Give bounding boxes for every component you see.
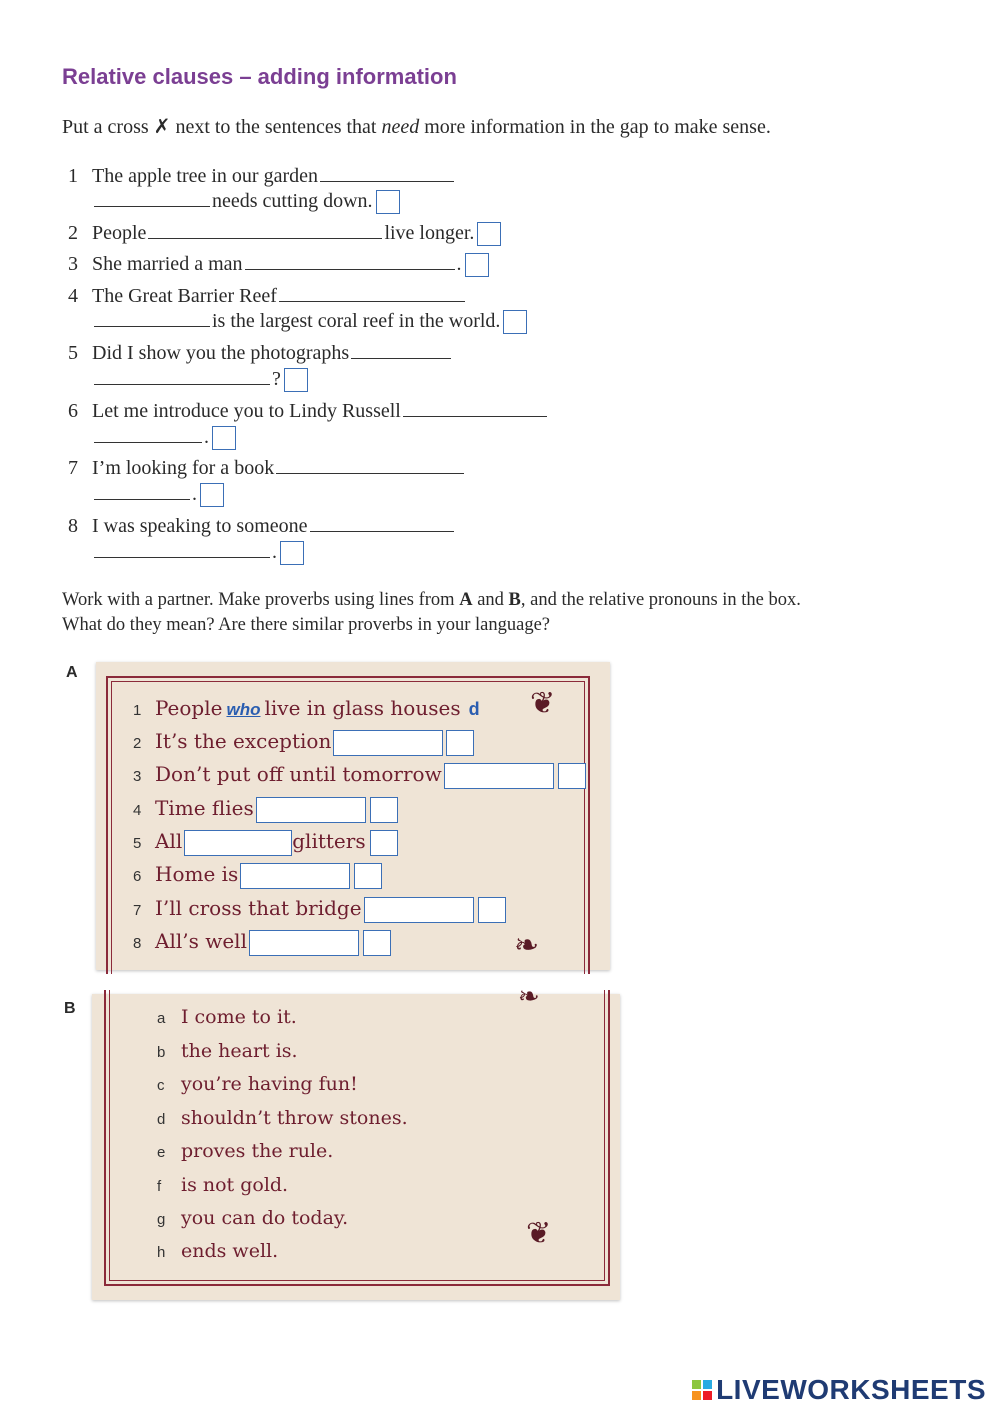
proverb-text: Time flies [155, 796, 254, 820]
proverb-b-g [157, 1207, 348, 1229]
proverb-letter: g [157, 1211, 166, 1228]
proverb-a-6 [133, 862, 382, 889]
item-text: needs cutting down. [212, 190, 373, 212]
exercise-item-8-cont [92, 541, 304, 565]
match-input-8[interactable] [363, 930, 391, 956]
gap-line [148, 224, 382, 239]
proverb-text: glitters [292, 829, 366, 853]
answer-checkbox-1[interactable] [376, 190, 400, 214]
proverb-b-e [157, 1140, 333, 1162]
item-text: I was speaking to someone [92, 515, 308, 537]
gap-line [310, 517, 454, 532]
item-text: . [456, 253, 462, 275]
section-a-label: A [66, 664, 78, 681]
item-number: 1 [68, 165, 78, 187]
instruction-pre: Put a cross [62, 116, 149, 138]
item-number: 3 [68, 253, 78, 275]
proverb-letter: f [157, 1178, 162, 1195]
exercise-item-5 [68, 342, 453, 365]
instruction-mid: next to the sentences that [175, 116, 377, 138]
gap-line [351, 344, 451, 359]
proverb-text: ends well. [181, 1240, 279, 1262]
gap-line [403, 402, 547, 417]
instruction-text: What do they mean? Are there similar proverbs in your language? [62, 615, 551, 635]
item-number: 7 [68, 457, 78, 479]
proverb-text: I’ll cross that bridge [155, 896, 362, 920]
gap-line [94, 428, 202, 443]
proverb-text: shouldn’t throw stones. [181, 1107, 408, 1129]
ornament-icon: ❧ [518, 982, 540, 1012]
partner-instruction [62, 588, 962, 638]
pronoun-input-3[interactable] [444, 763, 554, 789]
proverb-number: 2 [133, 735, 142, 752]
instruction-text: Work with a partner. Make proverbs using lines from [62, 590, 455, 610]
item-text: ? [272, 368, 281, 390]
instruction-post: more information in the gap to make sense. [424, 116, 771, 138]
item-text: I’m looking for a book [92, 457, 275, 479]
proverb-text: Don’t put off until tomorrow [155, 762, 442, 786]
proverb-number: 3 [133, 768, 142, 785]
proverb-letter: h [157, 1244, 166, 1261]
exercise-item-1 [68, 165, 456, 188]
item-text: . [192, 483, 197, 505]
item-text: . [204, 426, 209, 448]
cross-icon: ✗ [153, 114, 171, 138]
exercise-item-1-cont [92, 190, 400, 214]
proverb-number: 7 [133, 902, 142, 919]
ornament-icon: ❦ [530, 686, 556, 721]
pronoun-input-6[interactable] [240, 863, 350, 889]
exercise-item-3 [68, 253, 489, 277]
match-input-5[interactable] [370, 830, 398, 856]
instruction-text [62, 114, 771, 139]
proverb-b-f [157, 1174, 288, 1196]
proverb-a-4 [133, 796, 398, 823]
gap-line [94, 312, 210, 327]
pronoun-input-4[interactable] [256, 797, 366, 823]
item-text: The Great Barrier Reef [92, 285, 277, 307]
answer-checkbox-5[interactable] [284, 368, 308, 392]
page-title: Relative clauses – adding information [62, 64, 457, 89]
gap-line [94, 370, 270, 385]
proverb-number: 4 [133, 802, 142, 819]
proverb-text: you can do today. [181, 1207, 349, 1229]
pronoun-input-5[interactable] [184, 830, 292, 856]
exercise-item-5-cont [92, 368, 308, 392]
proverb-b-d [157, 1107, 408, 1129]
item-number: 4 [68, 285, 78, 307]
gap-line [245, 255, 455, 270]
exercise-item-6-cont [92, 426, 236, 450]
item-text: Let me introduce you to Lindy Russell [92, 400, 401, 422]
gap-line [94, 485, 190, 500]
proverb-b-b [157, 1040, 298, 1062]
item-text: is the largest coral reef in the world. [212, 310, 501, 332]
logo-icon [692, 1380, 712, 1400]
answer-checkbox-6[interactable] [212, 426, 236, 450]
match-input-4[interactable] [370, 797, 398, 823]
section-b-label: B [64, 1000, 76, 1017]
exercise-item-7 [68, 457, 466, 480]
match-input-3[interactable] [558, 763, 586, 789]
answer-checkbox-7[interactable] [200, 483, 224, 507]
proverb-b-a [157, 1006, 297, 1028]
match-input-6[interactable] [354, 863, 382, 889]
proverb-a-8 [133, 929, 391, 956]
proverb-text: I come to it. [181, 1006, 297, 1028]
proverb-a-3 [133, 762, 586, 789]
proverb-text: People [155, 696, 223, 720]
answer-checkbox-2[interactable] [477, 222, 501, 246]
match-input-7[interactable] [478, 897, 506, 923]
answer-checkbox-8[interactable] [280, 541, 304, 565]
instruction-bold-b: B [508, 590, 521, 610]
proverb-a-7 [133, 896, 506, 923]
proverb-text: All [155, 829, 183, 853]
proverb-text: you’re having fun! [181, 1073, 358, 1095]
proverb-text: Home is [155, 862, 239, 886]
proverb-number: 6 [133, 868, 142, 885]
proverb-letter: a [157, 1010, 166, 1027]
exercise-item-4 [68, 285, 467, 308]
answer-checkbox-3[interactable] [465, 253, 489, 277]
proverb-letter: c [157, 1077, 165, 1094]
ornament-icon: ❧ [514, 928, 540, 963]
pronoun-input-8[interactable] [249, 930, 359, 956]
logo-text: LIVEWORKSHEETS [716, 1374, 986, 1405]
example-match: d [468, 699, 480, 719]
item-number: 8 [68, 515, 78, 537]
item-text: . [272, 541, 277, 563]
instruction-bold-a: A [459, 590, 473, 610]
item-number: 5 [68, 342, 78, 364]
proverb-number: 1 [133, 702, 142, 719]
pronoun-input-2[interactable] [333, 730, 443, 756]
proverb-text: proves the rule. [181, 1140, 334, 1162]
proverb-text: is not gold. [181, 1174, 289, 1196]
ornament-icon: ❦ [526, 1216, 552, 1251]
exercise-item-4-cont [92, 310, 527, 334]
gap-line [94, 192, 210, 207]
item-text: live longer. [384, 222, 475, 244]
item-number: 6 [68, 400, 78, 422]
proverb-a-5 [133, 829, 398, 856]
instruction-text: , and the relative pronouns in the box. [520, 590, 801, 610]
answer-checkbox-4[interactable] [503, 310, 527, 334]
instruction-emphasis: need [381, 116, 420, 138]
proverb-b-c [157, 1073, 358, 1095]
exercise-item-7-cont [92, 483, 224, 507]
item-text: People [92, 222, 147, 244]
item-text: The apple tree in our garden [92, 165, 319, 187]
gap-line [320, 167, 454, 182]
item-text: She married a man [92, 253, 243, 275]
match-input-2[interactable] [446, 730, 474, 756]
proverb-text: All’s well [155, 929, 247, 953]
exercise-item-8 [68, 515, 456, 538]
proverb-text: the heart is. [181, 1040, 298, 1062]
liveworksheets-logo [692, 1374, 986, 1406]
gap-line [276, 459, 464, 474]
proverb-letter: b [157, 1044, 166, 1061]
gap-line [94, 543, 270, 558]
proverb-text: It’s the exception [155, 729, 332, 753]
item-text: Did I show you the photographs [92, 342, 350, 364]
gap-line [279, 287, 465, 302]
item-number: 2 [68, 222, 78, 244]
example-answer: who [226, 700, 261, 719]
proverb-letter: d [157, 1111, 166, 1128]
instruction-text: and [477, 590, 504, 610]
proverb-number: 8 [133, 935, 142, 952]
proverb-a-1 [133, 696, 480, 720]
pronoun-input-7[interactable] [364, 897, 474, 923]
exercise-item-6 [68, 400, 549, 423]
proverb-b-h [157, 1240, 278, 1262]
proverb-a-2 [133, 729, 474, 756]
exercise-item-2 [68, 222, 501, 246]
proverb-number: 5 [133, 835, 142, 852]
proverb-text: live in glass houses [264, 696, 461, 720]
proverb-letter: e [157, 1144, 166, 1161]
